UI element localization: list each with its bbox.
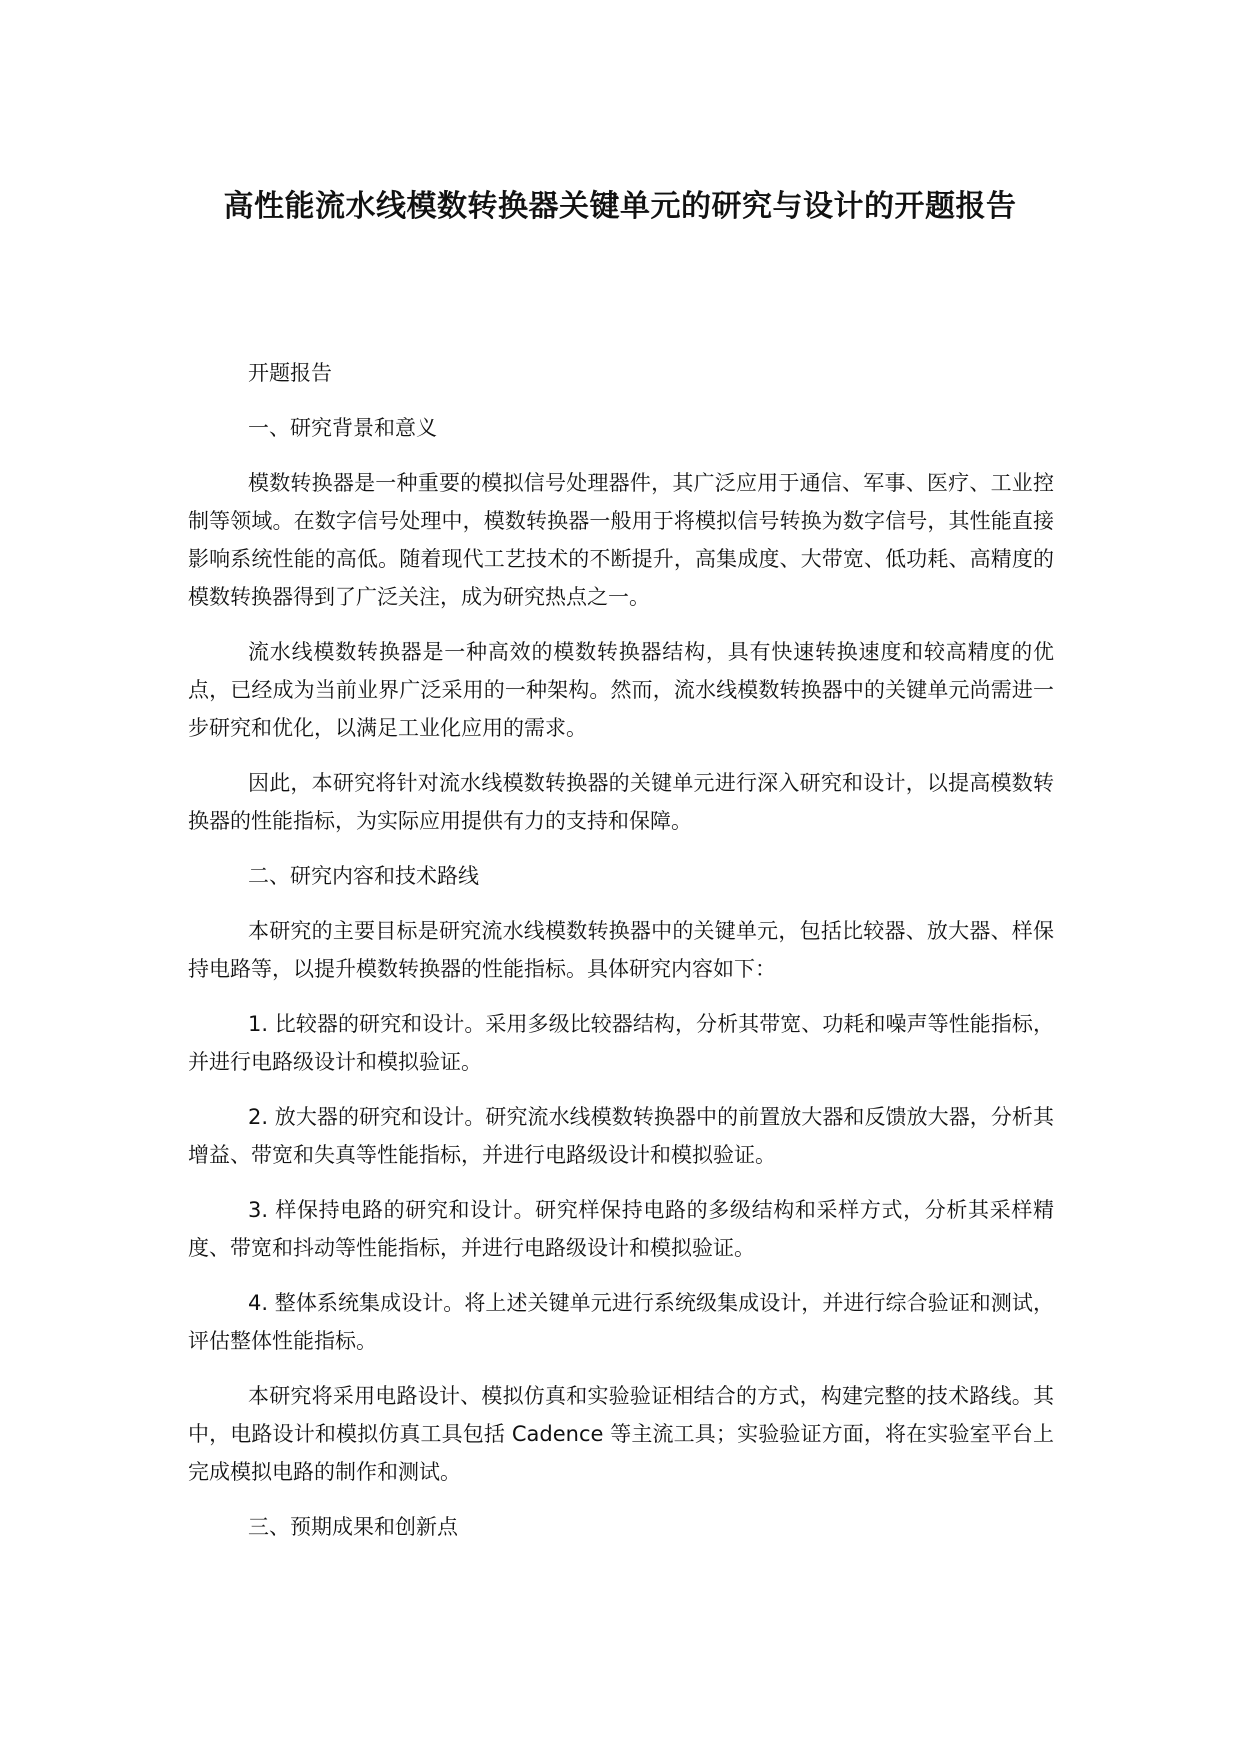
list-item: 1. 比较器的研究和设计。采用多级比较器结构，分析其带宽、功耗和噪声等性能指标，并进行电路级设计和模拟验证。 <box>188 1012 1054 1074</box>
paragraph: 本研究将采用电路设计、模拟仿真和实验验证相结合的方式，构建完整的技术路线。其中，电路设计和模拟仿真工具包括 Cadence 等主流工具；实验验证方面，将在实验室平台上完成模拟电路的制作和测试。 <box>188 1384 1054 1484</box>
document-title: 高性能流水线模数转换器关键单元的研究与设计的开题报告 <box>223 189 1017 224</box>
paragraph: 流水线模数转换器是一种高效的模数转换器结构，具有快速转换速度和较高精度的优点，已经成为当前业界广泛采用的一种架构。然而，流水线模数转换器中的关键单元尚需进一步研究和优化，以满足工业化应用的需求。 <box>188 640 1054 740</box>
paragraph: 本研究的主要目标是研究流水线模数转换器中的关键单元，包括比较器、放大器、样保持电路等，以提升模数转换器的性能指标。具体研究内容如下： <box>188 919 1054 981</box>
list-item: 4. 整体系统集成设计。将上述关键单元进行系统级集成设计，并进行综合验证和测试，评估整体性能指标。 <box>188 1291 1054 1353</box>
heading-report: 开题报告 <box>248 361 332 385</box>
section-heading-3: 三、预期成果和创新点 <box>248 1515 458 1539</box>
list-item: 2. 放大器的研究和设计。研究流水线模数转换器中的前置放大器和反馈放大器，分析其增益、带宽和失真等性能指标，并进行电路级设计和模拟验证。 <box>188 1105 1054 1167</box>
list-item: 3. 样保持电路的研究和设计。研究样保持电路的多级结构和采样方式，分析其采样精度、带宽和抖动等性能指标，并进行电路级设计和模拟验证。 <box>188 1198 1054 1260</box>
paragraph: 因此，本研究将针对流水线模数转换器的关键单元进行深入研究和设计，以提高模数转换器的性能指标，为实际应用提供有力的支持和保障。 <box>188 771 1054 833</box>
section-heading-2: 二、研究内容和技术路线 <box>248 864 479 888</box>
section-heading-1: 一、研究背景和意义 <box>248 416 437 440</box>
document-body <box>188 354 1054 1563</box>
paragraph: 模数转换器是一种重要的模拟信号处理器件，其广泛应用于通信、军事、医疗、工业控制等领域。在数字信号处理中，模数转换器一般用于将模拟信号转换为数字信号，其性能直接影响系统性能的高低。随着现代工艺技术的不断提升，高集成度、大带宽、低功耗、高精度的模数转换器得到了广泛关注，成为研究热点之一。 <box>188 471 1054 609</box>
